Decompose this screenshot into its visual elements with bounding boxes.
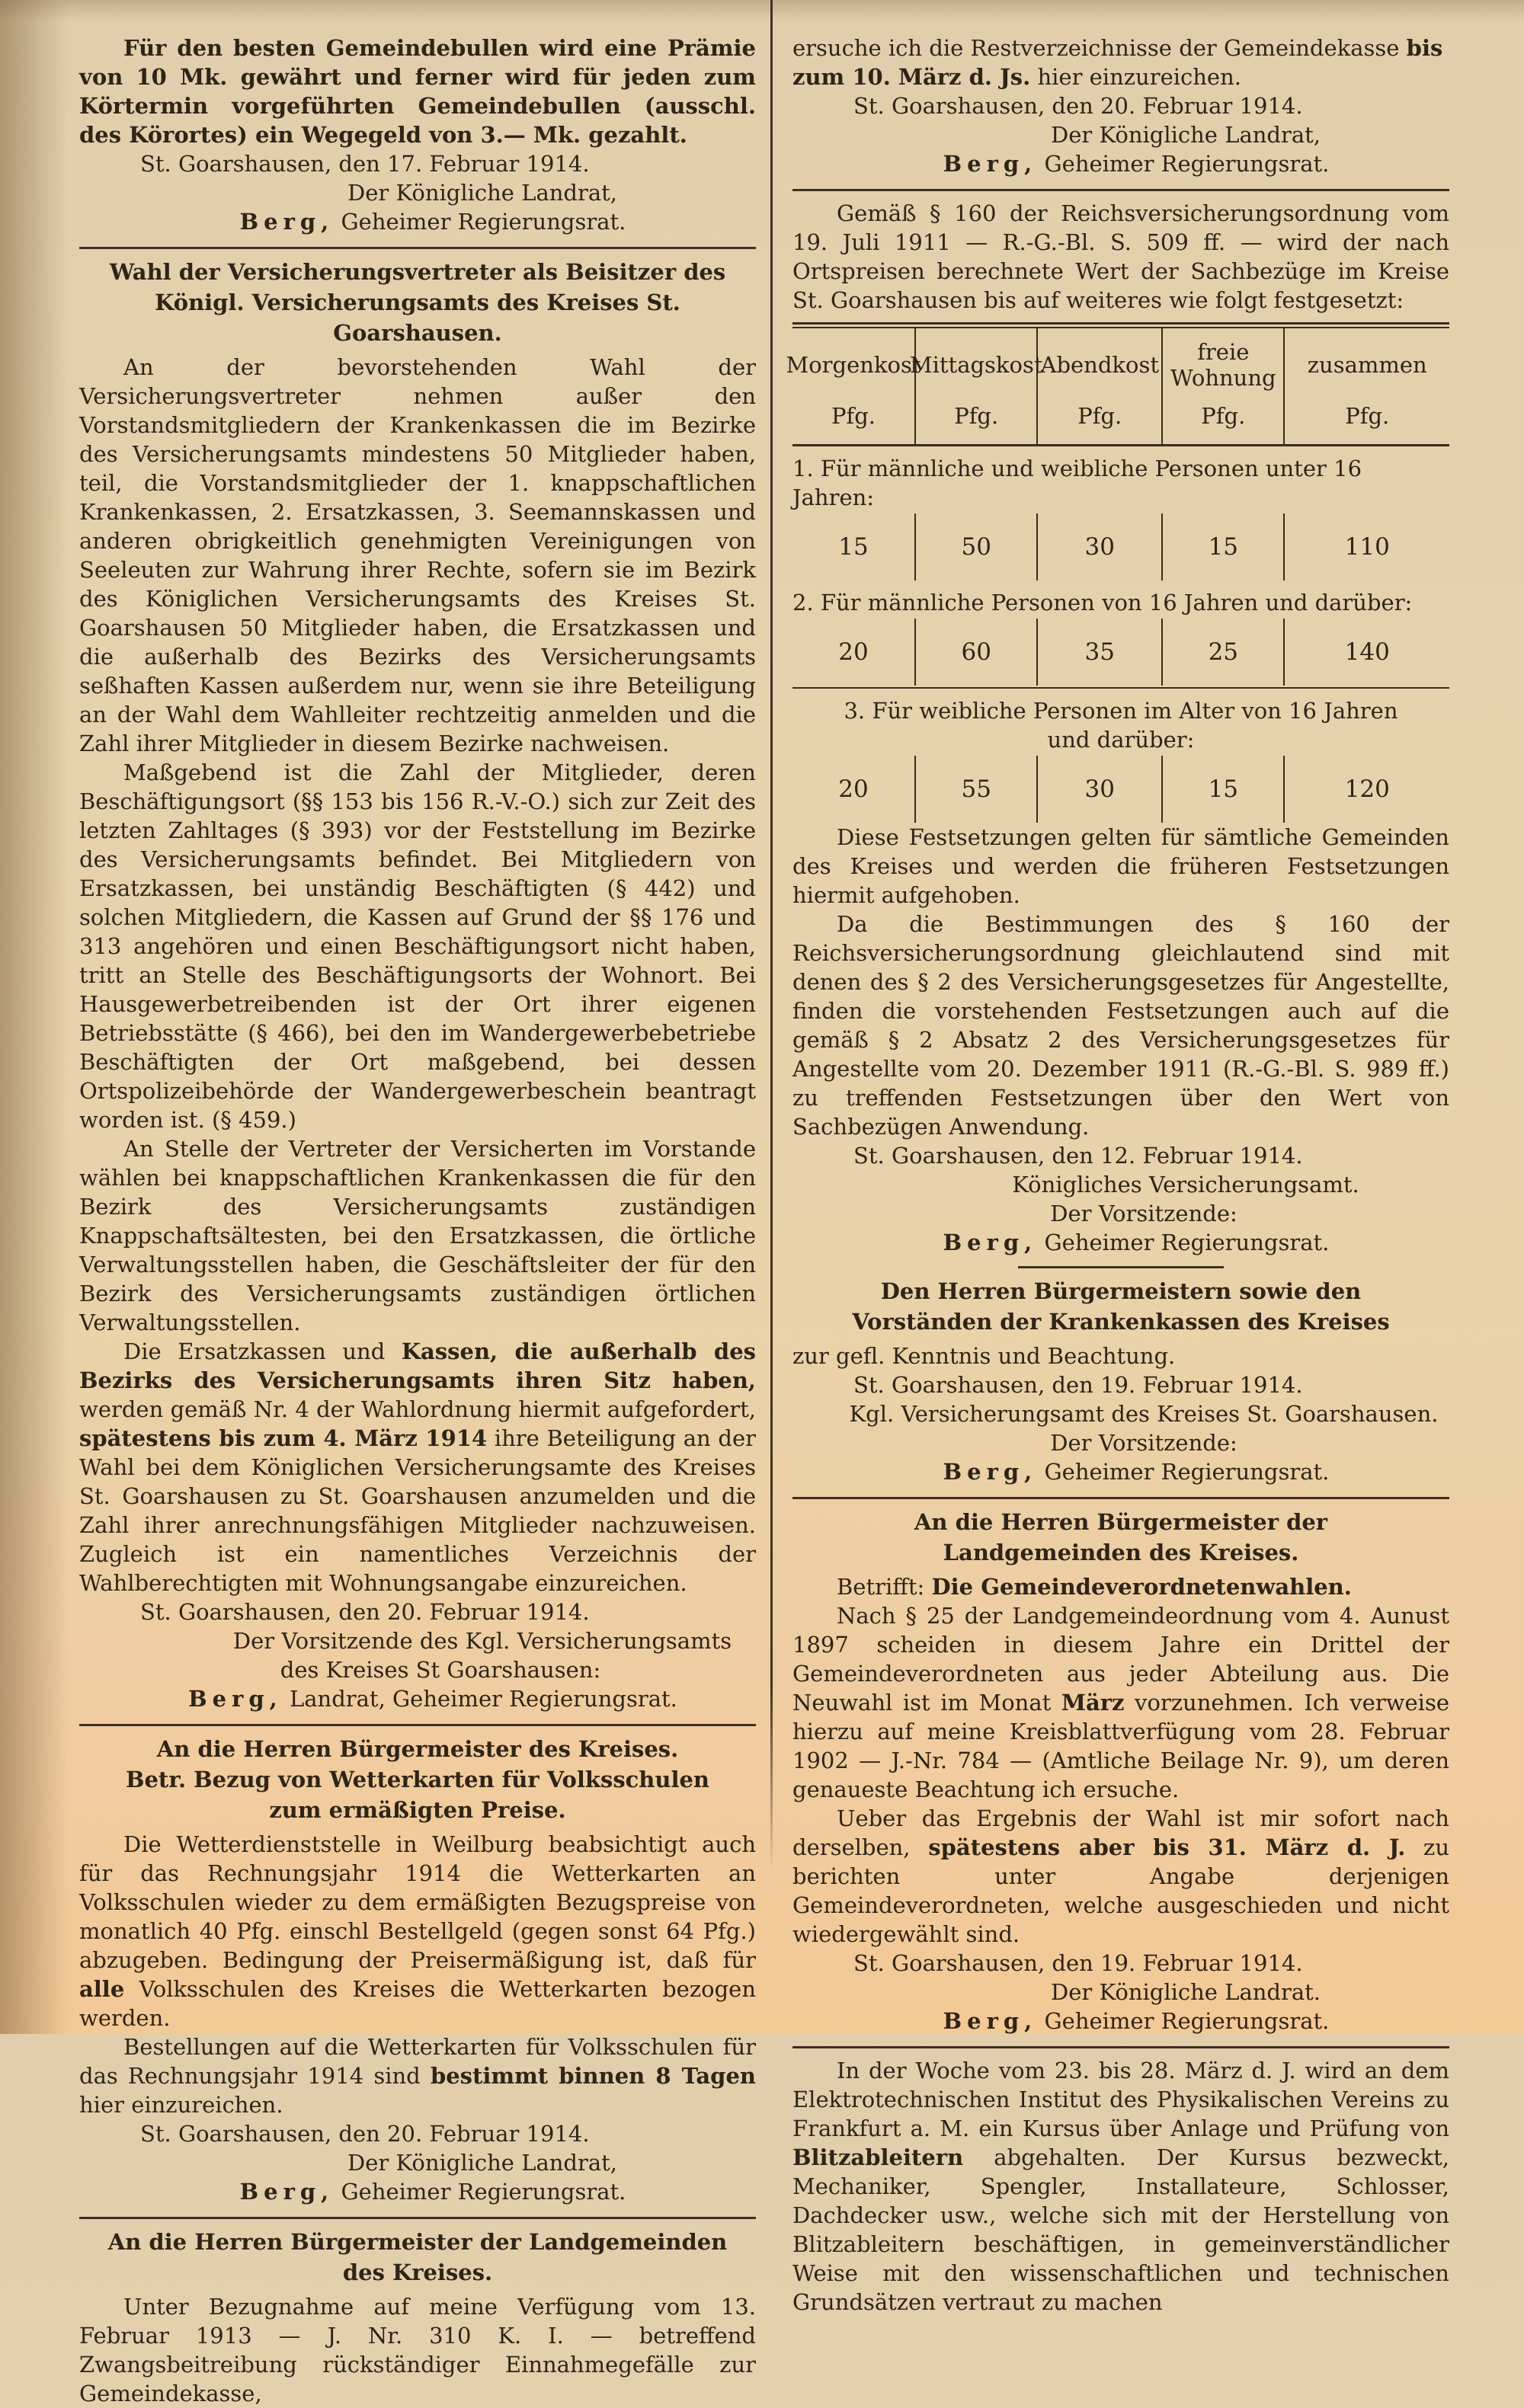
table-group-label: 1. Für männliche und weibliche Personen unter 16 Jahren:: [792, 456, 1362, 510]
paragraph: Nach § 25 der Landgemeindeordnung vom 4. Aunust 1897 scheiden in diesem Jahre ein Drittel der Gemeindeverordneten aus jeder Abteilung aus. Die Neuwahl ist im Monat März vorzunehmen. Ich verweise hierzu auf meine Kreisblattverfügung vom 28. Februar 1902 — J.-Nr. 784 — (Amtliche Beilage Nr. 9), um deren genaueste Beachtung ich ersuche.: [792, 1603, 1449, 1802]
paragraph: Da die Bestimmungen des § 160 der Reichsversicherungsordnung gleichlautend sind mit denen des § 2 des Versicherungsgesetzes für Angestellte, finden die vorstehenden Festsetzungen auch auf die gemäß § 2 Absatz 2 des Versicherungsgesetzes für Angestellte vom 20. Dezember 1911 (R.-G.-Bl. S. 989 ff.) zu treffenden Festsetzungen über den Wert von Sachbezügen Anwendung.: [792, 911, 1449, 1140]
signature-role: Der Vorsitzende des Kgl. Versicherungsamts: [232, 1628, 732, 1654]
right-column: [786, 34, 1449, 2317]
left-column: [79, 34, 756, 2408]
section-rule: [792, 189, 1449, 191]
column-unit: Pfg.: [1345, 403, 1390, 429]
table-header-cell: [1038, 328, 1163, 444]
signature-role: Der Vorsitzende:: [1050, 1201, 1237, 1226]
table-value-row: [792, 756, 1449, 823]
signature-name: Berg,: [188, 1686, 283, 1712]
section-rule: [79, 247, 756, 249]
signature-name: Berg,: [943, 1459, 1038, 1485]
table-value-row: [792, 619, 1449, 686]
signature-title: Geheimer Regierungsrat.: [1044, 2008, 1330, 2034]
table-header-cell: [1285, 328, 1449, 444]
column-unit: Pfg.: [1077, 403, 1122, 429]
table-header-row: [786, 328, 1449, 446]
notice-premium-paragraph: Für den besten Gemeindebullen wird eine Prämie von 10 Mk. gewährt und ferner wird für jeden zum Körtermin vorgeführten Gemeindebullen (ausschl. des Körortes) ein Wegegeld von 3.— Mk. gezahlt.: [79, 35, 756, 148]
table-value-cell: 20: [792, 619, 916, 686]
signature-line: [792, 1457, 1449, 1486]
column-title: freie Wohnung: [1170, 339, 1276, 391]
signature-role: Königliches Versicherungsamt.: [1012, 1172, 1359, 1198]
signature-role: Der Königliche Landrat.: [1050, 1979, 1321, 2005]
signature-name: Berg,: [943, 1230, 1038, 1255]
scan-top-shadow: [0, 0, 1524, 21]
signature-title: Geheimer Regierungsrat.: [341, 2179, 626, 2205]
signature-line: [79, 2177, 756, 2206]
signature-title: Geheimer Regierungsrat.: [341, 209, 626, 235]
table-header-cell: [786, 328, 921, 444]
column-title: zusammen: [1307, 352, 1427, 378]
column-divider-rule: [770, 0, 773, 1874]
table-value-cell: 140: [1344, 638, 1390, 666]
authority-line: Kgl. Versicherungsamt des Kreises St. Goarshausen.: [849, 1401, 1439, 1427]
short-section-rule: [1018, 1266, 1224, 1268]
table-value-cell: 15: [1163, 513, 1285, 580]
table-value-cell: 35: [1038, 619, 1163, 686]
paragraph: An der bevorstehenden Wahl der Versicherungsvertreter nehmen außer den Vorstandsmitgliedern der Krankenkassen die im Bezirke des Versicherungsamts mindestens 50 Mitglieder haben, teil, die Vorstandsmitglieder der 1. knappschaftlichen Krankenkassen, 2. Ersatzkassen, 3. Seemannskassen und anderen obrigkeitlich genehmigten Vereinigungen von Seeleuten zur Wahrung ihrer Rechte, sofern sie im Bezirk des Königlichen Versicherungsamts des Kreises St. Goarshausen 50 Mitglieder haben, die Ersatzkassen und die außerhalb des Bezirks des Versicherungsamts seßhaften Kassen außerdem nur, wenn sie ihre Beteiligung an der Wahl dem Wahlleiter rechtzeitig anmelden und die Zahl ihrer Mitglieder in diesem Bezirke nachweisen.: [79, 354, 756, 756]
table-value-cell: 120: [1344, 775, 1390, 803]
paragraph: Die Wetterdienststelle in Weilburg beabsichtigt auch für das Rechnungsjahr 1914 die Wetterkarten an Volksschulen wieder zu dem ermäßigten Bezugspreise von monatlich 40 Pfg. einschl Bestellgeld (gegen sonst 64 Pfg.) abzugeben. Bedingung der Preisermäßigung ist, daß für alle Volksschulen des Kreises die Wetterkarten bezogen werden.: [79, 1831, 756, 2031]
notice-heading: Den Herren Bürgermeistern sowie den Vorständen der Krankenkassen des Kreises: [852, 1278, 1390, 1335]
date-line: St. Goarshausen, den 20. Februar 1914.: [853, 93, 1303, 119]
notice-heading: Wahl der Versicherungsvertreter als Beisitzer des Königl. Versicherungsamts des Kreises St. Goarshausen.: [109, 259, 726, 346]
paragraph: Unter Bezugnahme auf meine Verfügung vom 13. Februar 1913 — J. Nr. 310 K. I. — betreffend Zwangsbeitreibung rückständiger Einnahmegefälle zur Gemeindekasse,: [79, 2294, 756, 2406]
notice-heading: An die Herren Bürgermeister der Landgemeinden des Kreises.: [914, 1509, 1328, 1565]
table-header-cell: [909, 328, 1043, 444]
date-line: St. Goarshausen, den 20. Februar 1914.: [140, 1599, 590, 1625]
table-value-row: [792, 513, 1449, 580]
signature-line: [792, 2007, 1449, 2035]
paragraph: Bestellungen auf die Wetterkarten für Volksschulen für das Rechnungsjahr 1914 sind bestimmt binnen 8 Tagen hier einzureichen.: [79, 2034, 756, 2118]
date-line: St. Goarshausen, den 19. Februar 1914.: [853, 1372, 1303, 1398]
table-value-cell: 15: [792, 513, 916, 580]
table-value-cell: 30: [1038, 756, 1163, 823]
date-line: St. Goarshausen, den 19. Februar 1914.: [853, 1950, 1303, 1976]
section-rule: [79, 1724, 756, 1726]
column-unit: Pfg.: [831, 403, 876, 429]
column-title: Morgenkost: [786, 352, 921, 378]
table-group-label: 3. Für weibliche Personen im Alter von 16 Jahren und darüber:: [844, 698, 1398, 753]
paragraph: Gemäß § 160 der Reichsversicherungsordnung vom 19. Juli 1911 — R.-G.-Bl. S. 509 ff. — wird der nach Ortspreisen berechnete Wert der Sachbezüge im Kreise St. Goarshausen bis auf weiteres wie folgt festgesetzt:: [792, 200, 1449, 313]
table-value-cell: 20: [792, 756, 916, 823]
column-unit: Pfg.: [954, 403, 999, 429]
table-value-cell: 15: [1163, 756, 1285, 823]
table-value-cell: 55: [916, 756, 1038, 823]
signature-title: Geheimer Regierungsrat.: [1044, 1230, 1330, 1255]
signature-role: Der Königliche Landrat,: [1050, 122, 1321, 148]
paragraph: Maßgebend ist die Zahl der Mitglieder, deren Beschäftigungsort (§§ 153 bis 156 R.-V.-O.) sich zur Zeit des letzten Zahltages (§ 393) vor der Feststellung im Bezirke des Versicherungsamts befindet. Bei Mitgliedern von Ersatzkassen, bei unständig Beschäftigten (§ 442) und solchen Mitgliedern, die Kassen auf Grund der §§ 176 und 313 angehören und einen Beschäftigungsort nicht haben, tritt an Stelle des Beschäftigungsorts der Wohnort. Bei Hausgewerbetreibenden ist der Ort ihrer eigenen Betriebsstätte (§ 466), bei den im Wandergewerbebetriebe Beschäftigten der Ort maßgebend, bei dessen Ortspolizeibehörde der Wandergewerbeschein beantragt worden ist. (§ 459.): [79, 759, 756, 1133]
signature-title: Landrat, Geheimer Regierungsrat.: [289, 1686, 677, 1712]
signature-role: Der Königliche Landrat,: [347, 180, 618, 206]
paragraph: Ueber das Ergebnis der Wahl ist mir sofort nach derselben, spätestens aber bis 31. März d. J. zu berichten unter Angabe derjenigen Gemeindeverordneten, welche ausgeschieden und nicht wiedergewählt sind.: [792, 1805, 1449, 1947]
signature-line: [79, 1684, 756, 1713]
signature-line: [792, 1228, 1449, 1257]
signature-line: [792, 149, 1449, 178]
table-value-cell: 110: [1344, 533, 1390, 561]
signature-title: Geheimer Regierungsrat.: [1044, 151, 1330, 177]
signature-name: Berg,: [943, 151, 1038, 177]
column-title: Mittagskost: [909, 352, 1043, 378]
paragraph: Diese Festsetzungen gelten für sämtliche Gemeinden des Kreises und werden die früheren Festsetzungen hiermit aufgehoben.: [792, 824, 1449, 908]
signature-role: Der Königliche Landrat,: [347, 2150, 618, 2176]
column-unit: Pfg.: [1201, 403, 1246, 429]
paragraph: An Stelle der Vertreter der Versicherten im Vorstande wählen bei knappschaftlichen Krankenkassen die für den Bezirk des Versicherungsamts zuständigen Knappschaftsältesten, bei den Ersatzkassen, die örtliche Verwaltungsstellen haben, die Geschäftsleiter der für den Bezirk des Versicherungsamts zuständigen örtlichen Verwaltungsstellen.: [79, 1136, 756, 1335]
table-value-cell: 30: [1038, 513, 1163, 580]
table-value-cell: 25: [1163, 619, 1285, 686]
signature-name: Berg,: [239, 209, 335, 235]
section-rule: [792, 2046, 1449, 2048]
signature-name: Berg,: [943, 2008, 1038, 2034]
date-line: St. Goarshausen, den 20. Februar 1914.: [140, 2121, 590, 2147]
signature-line: [79, 207, 756, 236]
date-line: St. Goarshausen, den 17. Februar 1914.: [140, 151, 590, 177]
notice-heading: An die Herren Bürgermeister der Landgemeinden des Kreises.: [107, 2229, 728, 2285]
signature-role: Der Vorsitzende:: [1050, 1430, 1237, 1456]
table-value-cell: 60: [916, 619, 1038, 686]
table-group-label: 2. Für männliche Personen von 16 Jahren und darüber:: [792, 590, 1413, 616]
signature-role: des Kreises St Goarshausen:: [280, 1657, 601, 1683]
paragraph: In der Woche vom 23. bis 28. März d. J. wird an dem Elektrotechnischen Institut des Physikalischen Vereins zu Frankfurt a. M. ein Kursus über Anlage und Prüfung von Blitzableitern abgehalten. Der Kursus bezweckt, Mechaniker, Spengler, Installateure, Schlosser, Dachdecker usw., welche sich mit der Herstellung von Blitzableitern beschäftigen, in gemeinverständlicher Weise mit den wissenschaftlichen und technischen Grundsätzen vertraut zu machen: [792, 2058, 1449, 2315]
paragraph-continuation: ersuche ich die Restverzeichnisse der Gemeindekasse bis zum 10. März d. Js. hier einzureichen.: [792, 35, 1443, 90]
notice-heading: An die Herren Bürgermeister des Kreises.: [156, 1736, 679, 1762]
paragraph: Die Ersatzkassen und Kassen, die außerhalb des Bezirks des Versicherungsamts ihren Sitz haben, werden gemäß Nr. 4 der Wahlordnung hiermit aufgefordert, spätestens bis zum 4. März 1914 ihre Beteiligung an der Wahl bei dem Königlichen Versicherungsamte des Kreises St. Goarshausen zu St. Goarshausen anzumelden und die Zahl ihrer anrechnungsfähigen Mitglieder nachzuweisen. Zugleich ist ein namentliches Verzeichnis der Wahlberechtigten mit Wohnungsangabe einzureichen.: [79, 1338, 756, 1596]
table-value-cell: 50: [916, 513, 1038, 580]
sachbezuege-rates-table: [786, 322, 1449, 823]
scan-edge-shadow: [0, 0, 69, 2034]
signature-title: Geheimer Regierungsrat.: [1044, 1459, 1330, 1485]
paragraph: zur gefl. Kenntnis und Beachtung.: [792, 1343, 1176, 1369]
notice-subheading: Betr. Bezug von Wetterkarten für Volksschulen zum ermäßigten Preise.: [125, 1767, 710, 1823]
table-header-cell: [1163, 328, 1285, 444]
table-top-double-rule: [792, 322, 1449, 328]
date-line: St. Goarshausen, den 12. Februar 1914.: [853, 1143, 1303, 1169]
section-rule: [792, 1497, 1449, 1499]
betrifft-line: Betrifft: Die Gemeindeverordnetenwahlen.: [837, 1574, 1352, 1600]
section-rule: [79, 2217, 756, 2219]
signature-name: Berg,: [239, 2179, 335, 2205]
column-title: Abendkost: [1040, 352, 1159, 378]
